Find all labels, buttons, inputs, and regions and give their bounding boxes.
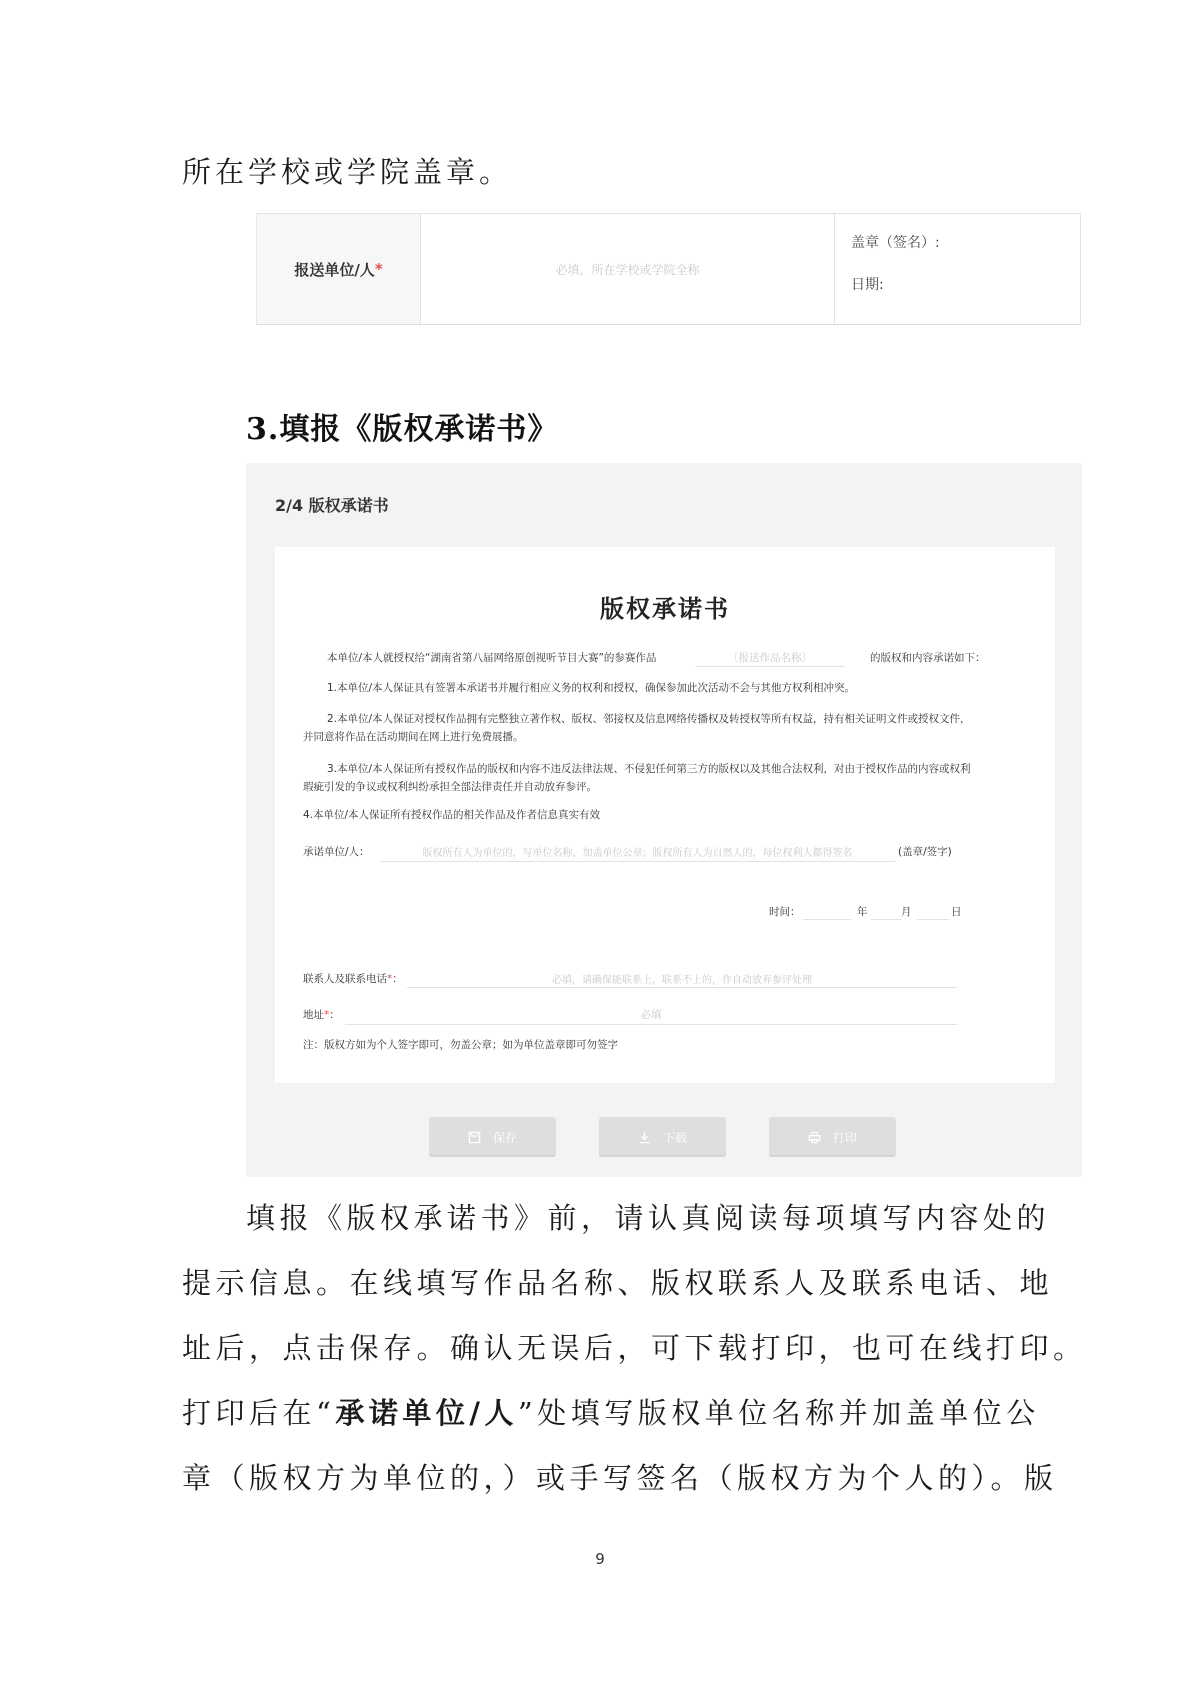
download-button[interactable] [599,1117,726,1157]
intro-prefix: 本单位/本人就授权给“湖南省第八届网络原创视听节目大赛”的参赛作品 [327,652,657,664]
copyright-sheet [275,547,1055,1083]
address-input[interactable]: 必填 [640,1009,662,1021]
submitting-org-label-text: 报送单位/人 [294,260,375,279]
paragraph-line-2: 提示信息。在线填写作品名称、版权联系人及联系电话、地 [182,1266,1054,1300]
time-label: 时间： [769,906,801,918]
clause-2-line-1: 2.本单位/本人保证对授权作品拥有完整独立著作权、版权、邻接权及信息网络传播权及转授权等所有权益，持有相关证明文件或授权文件， [327,713,971,725]
print-button[interactable] [769,1117,896,1157]
address-label: 地址*： [303,1009,340,1021]
section-heading: 3.填报《版权承诺书》 [246,412,559,447]
download-icon [638,1131,651,1144]
submitting-org-placeholder: 必填，所在学校或学院全称 [555,262,700,277]
promisor-input[interactable]: 版权所有人为单位的，写单位名称，加盖单位公章；版权所有人为自然人的，每位权利人都得签名 [422,848,853,859]
month-label: 月 [901,906,912,918]
save-icon [468,1131,481,1144]
download-button-label: 下载 [662,1130,687,1145]
print-button-label: 打印 [832,1130,857,1145]
note-text: 注：版权方如为个人签字即可，勿盖公章；如为单位盖章即可勿签字 [303,1039,618,1051]
paragraph-line-4: 打印后在“承诺单位/人”处填写版权单位名称并加盖单位公 [182,1396,1040,1430]
intro-suffix: 的版权和内容承诺如下： [870,652,986,664]
submitting-org-input[interactable] [421,214,834,324]
paragraph-line-3: 址后，点击保存。确认无误后，可下载打印，也可在线打印。 [182,1331,1087,1365]
date-label: 日期: [851,277,884,293]
work-name-input[interactable]: 〔报送作品名称〕 [728,652,812,664]
promisor-label: 承诺单位/人： [303,846,370,858]
required-mark: * [374,260,383,278]
page-number: 9 [595,1550,605,1568]
contact-input[interactable]: 必填，请确保能联系上，联系不上的，作自动放弃参评处理 [552,975,812,986]
promisor-emphasis: 承诺单位/人 [335,1396,518,1430]
intro-text: 所在学校或学院盖章。 [182,155,513,189]
print-icon [808,1131,821,1144]
submitting-org-table [256,213,1081,325]
contact-label: 联系人及联系电话*： [303,973,403,985]
clause-3-line-1: 3.本单位/本人保证所有授权作品的版权和内容不违反法律法规、不侵犯任何第三方的版权以及其他合法权利，对由于授权作品的内容或权利 [327,763,971,775]
paragraph-line-5: 章（版权方为单位的，）或手写签名（版权方为个人的）。版 [182,1461,1058,1495]
step-title: 2/4 版权承诺书 [275,496,389,515]
clause-4: 4.本单位/本人保证所有授权作品的相关作品及作者信息真实有效 [303,809,601,821]
paragraph-line-1: 填报《版权承诺书》前，请认真阅读每项填写内容处的 [246,1201,1051,1235]
copyright-panel [246,463,1082,1177]
submitting-org-label [257,214,421,324]
clause-3-line-2: 瑕疵引发的争议或权利纠纷承担全部法律责任并自动放弃参评。 [303,781,597,793]
save-button[interactable] [429,1117,556,1157]
doc-title: 版权承诺书 [600,595,730,623]
year-label: 年 [857,906,868,918]
seal-cell [834,214,1080,324]
day-label: 日 [951,906,962,918]
clause-2-line-2: 并同意将作品在活动期间在网上进行免费展播。 [303,731,524,743]
clause-1: 1.本单位/本人保证具有签署本承诺书并履行相应义务的权利和授权，确保参加此次活动不会与其他方权利相冲突。 [327,682,856,694]
seal-sign-label: (盖章/签字) [898,846,952,858]
seal-label: 盖章（签名）: [851,235,940,251]
save-button-label: 保存 [492,1130,517,1145]
